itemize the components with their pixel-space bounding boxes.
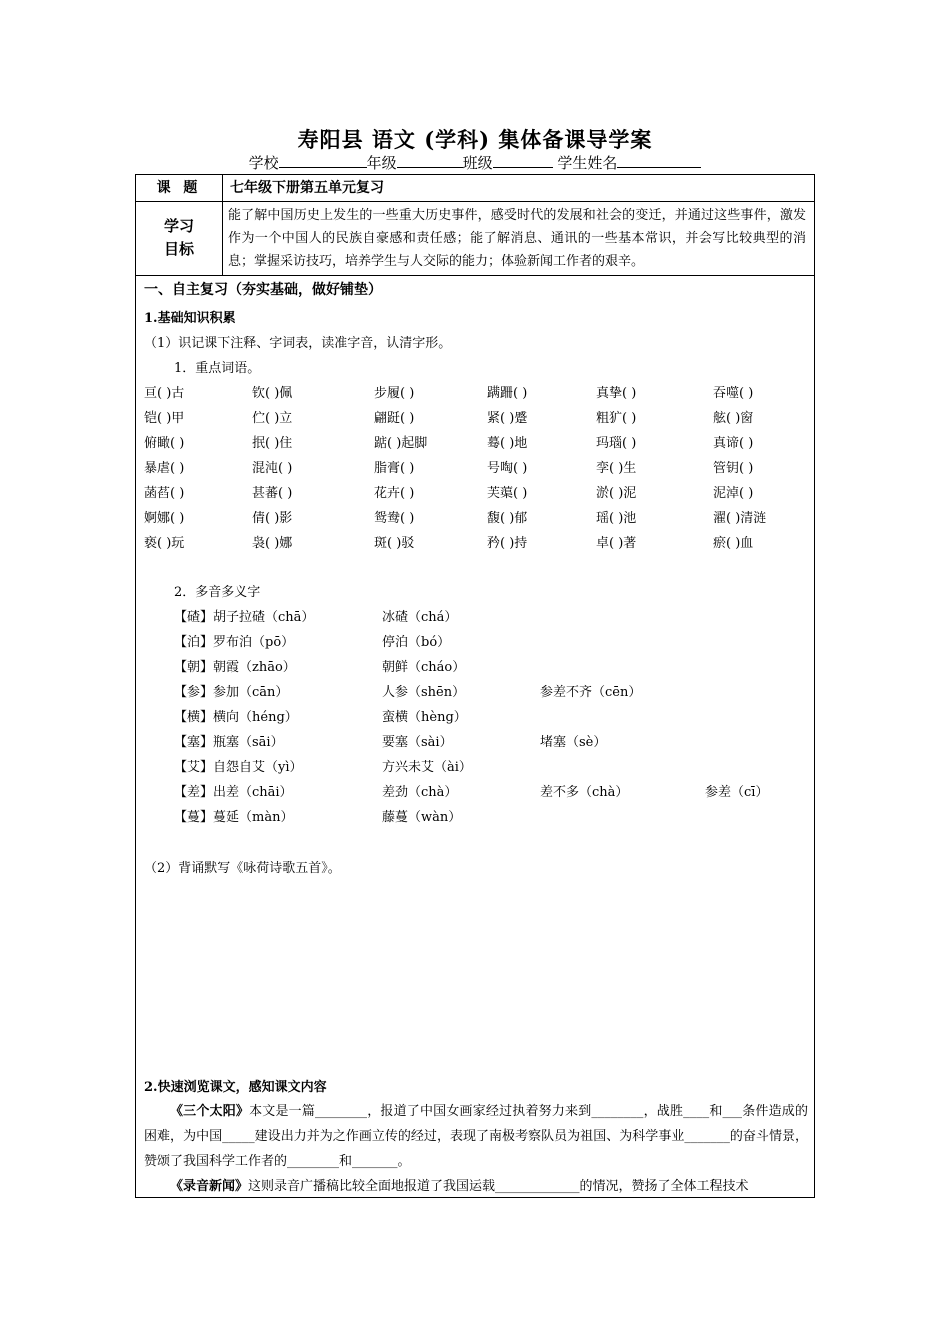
key-word-item: 蹒跚( ) [487, 386, 528, 401]
polyphone-item: 蛮横（hèng） [382, 710, 467, 725]
key-word-item: 暴虐( ) [144, 461, 185, 476]
key-word-item: 袅( )娜 [252, 536, 293, 551]
subheading-basic-knowledge: 1.基础知识积累 [144, 311, 236, 326]
polyphone-item: 【蔓】蔓延（màn） [174, 810, 294, 825]
key-word-item: 踮( )起脚 [374, 436, 428, 451]
polyphone-item: 朝鲜（cháo） [382, 660, 466, 675]
instruction-memorize: （1）识记课下注释、字词表，读准字音，认清字形。 [144, 336, 452, 351]
goal-label-line-1: 学习 [163, 217, 194, 235]
polyphone-item: 方兴未艾（ài） [382, 760, 472, 775]
polyphone-item: 【艾】自怨自艾（yì） [174, 760, 303, 775]
key-words-heading: 1．重点词语。 [174, 361, 261, 376]
key-word-item: 菡萏( ) [144, 486, 185, 501]
polyphone-item: 差劲（chà） [382, 785, 458, 800]
class-label: 班级 [462, 154, 493, 172]
polyphone-item: 【朝】朝霞（zhāo） [174, 660, 296, 675]
lesson-table [135, 174, 815, 1198]
key-word-item: 脂膏( ) [374, 461, 415, 476]
key-word-item: 抿( )住 [252, 436, 293, 451]
student-info-line [0, 152, 950, 173]
goal-label-line-2: 目标 [163, 240, 194, 258]
three-suns-text: 本文是一篇________，报道了中国女画家经过执着努力来到________，战胜____和___条件造成的困难，为中国_____建设出力并为之作画立传的经过，表现了南极考察队员为祖国、为科学事业_______的奋斗情景，赞颂了我国科学工作者的________和_______。 [144, 1104, 808, 1169]
key-word-item: 亘( )古 [144, 386, 185, 401]
polyphone-item: 【泊】罗布泊（pō） [174, 635, 295, 650]
polyphone-item: 【差】出差（chāi） [174, 785, 293, 800]
paragraph-three-suns [144, 1099, 808, 1174]
recite-instruction: （2）背诵默写《咏荷诗歌五首》。 [144, 861, 341, 876]
key-word-item: 步履( ) [374, 386, 415, 401]
school-blank[interactable] [279, 153, 367, 168]
polyphone-heading: 2．多音多义字 [174, 585, 261, 600]
key-word-item: 亵( )玩 [144, 536, 185, 551]
key-word-item: 倩( )影 [252, 511, 293, 526]
key-word-item: 粗犷( ) [596, 411, 637, 426]
course-row [136, 175, 814, 202]
key-word-item: 濯( )清涟 [713, 511, 767, 526]
key-word-item: 矜( )持 [487, 536, 528, 551]
book-title-audio-news: 《录音新闻》 [170, 1179, 249, 1194]
student-name-label: 学生姓名 [557, 154, 618, 172]
class-blank[interactable] [493, 153, 553, 168]
polyphone-item: 【参】参加（cān） [174, 685, 289, 700]
key-word-item: 管钥( ) [713, 461, 754, 476]
key-word-item: 玛瑙( ) [596, 436, 637, 451]
paragraph-audio-news [144, 1174, 808, 1199]
key-word-item: 真谛( ) [713, 436, 754, 451]
key-word-item: 甚蕃( ) [252, 486, 293, 501]
key-word-item: 号啕( ) [487, 461, 528, 476]
key-word-item: 吞噬( ) [713, 386, 754, 401]
key-word-item: 钦( )佩 [252, 386, 293, 401]
key-word-item: 斑( )驳 [374, 536, 415, 551]
goal-text: 能了解中国历史上发生的一些重大历史事件，感受时代的发展和社会的变迁，并通过这些事件，激发作为一个中国人的民族自豪感和责任感；能了解消息、通讯的一些基本常识，并会写比较典型的消息；掌握采访技巧，培养学生与人交际的能力；体验新闻工作者的艰辛。 [228, 208, 806, 269]
polyphone-item: 冰碴（chá） [382, 610, 458, 625]
key-word-item: 孪( )生 [596, 461, 637, 476]
subheading-browse-text: 2.快速浏览课文，感知课文内容 [144, 1080, 327, 1095]
key-word-item: 瘀( )血 [713, 536, 754, 551]
audio-news-text: 这则录音广播稿比较全面地报道了我国运载_____________的情况，赞扬了全体工程技术 [248, 1179, 749, 1194]
polyphone-item: 停泊（bó） [382, 635, 451, 650]
course-value: 七年级下册第五单元复习 [230, 180, 384, 196]
polyphone-item: 【碴】胡子拉碴（chā） [174, 610, 315, 625]
key-word-item: 舷( )窗 [713, 411, 754, 426]
key-word-item: 卓( )著 [596, 536, 637, 551]
polyphone-item: 堵塞（sè） [540, 735, 607, 750]
grade-blank[interactable] [397, 153, 463, 168]
key-word-item: 花卉( ) [374, 486, 415, 501]
key-word-item: 混沌( ) [252, 461, 293, 476]
polyphone-item: 差不多（chà） [540, 785, 629, 800]
polyphone-item: 参差（cī） [705, 785, 769, 800]
key-word-item: 鸳鸯( ) [374, 511, 415, 526]
polyphone-item: 【横】横向（héng） [174, 710, 298, 725]
key-word-item: 婀娜( ) [144, 511, 185, 526]
course-label: 课 题 [156, 180, 202, 196]
key-word-item: 蓦( )地 [487, 436, 528, 451]
key-word-item: 淤( )泥 [596, 486, 637, 501]
column-divider [222, 175, 223, 275]
polyphone-item: 参差不齐（cēn） [540, 685, 642, 700]
key-word-item: 紧( )蹙 [487, 411, 528, 426]
key-word-item: 瑶( )池 [596, 511, 637, 526]
page-title: 寿阳县 语文 (学科) 集体备课导学案 [297, 127, 653, 152]
polyphone-item: 要塞（sài） [382, 735, 453, 750]
key-word-item: 芙蕖( ) [487, 486, 528, 501]
key-word-item: 真挚( ) [596, 386, 637, 401]
key-word-item: 俯瞰( ) [144, 436, 185, 451]
key-word-item: 铠( )甲 [144, 411, 185, 426]
section-heading: 一、自主复习（夯实基础，做好铺垫） [144, 282, 382, 298]
polyphone-item: 人参（shēn） [382, 685, 466, 700]
grade-label: 年级 [366, 154, 397, 172]
key-word-item: 泥淖( ) [713, 486, 754, 501]
student-name-blank[interactable] [617, 153, 701, 168]
school-label: 学校 [248, 154, 279, 172]
goal-row [136, 201, 814, 276]
key-word-item: 伫( )立 [252, 411, 293, 426]
polyphone-item: 【塞】瓶塞（sāi） [174, 735, 284, 750]
key-word-item: 馥( )郁 [487, 511, 528, 526]
goal-label [136, 215, 222, 261]
key-word-item: 翩跹( ) [374, 411, 415, 426]
book-title-three-suns: 《三个太阳》 [170, 1104, 250, 1119]
polyphone-item: 藤蔓（wàn） [382, 810, 462, 825]
